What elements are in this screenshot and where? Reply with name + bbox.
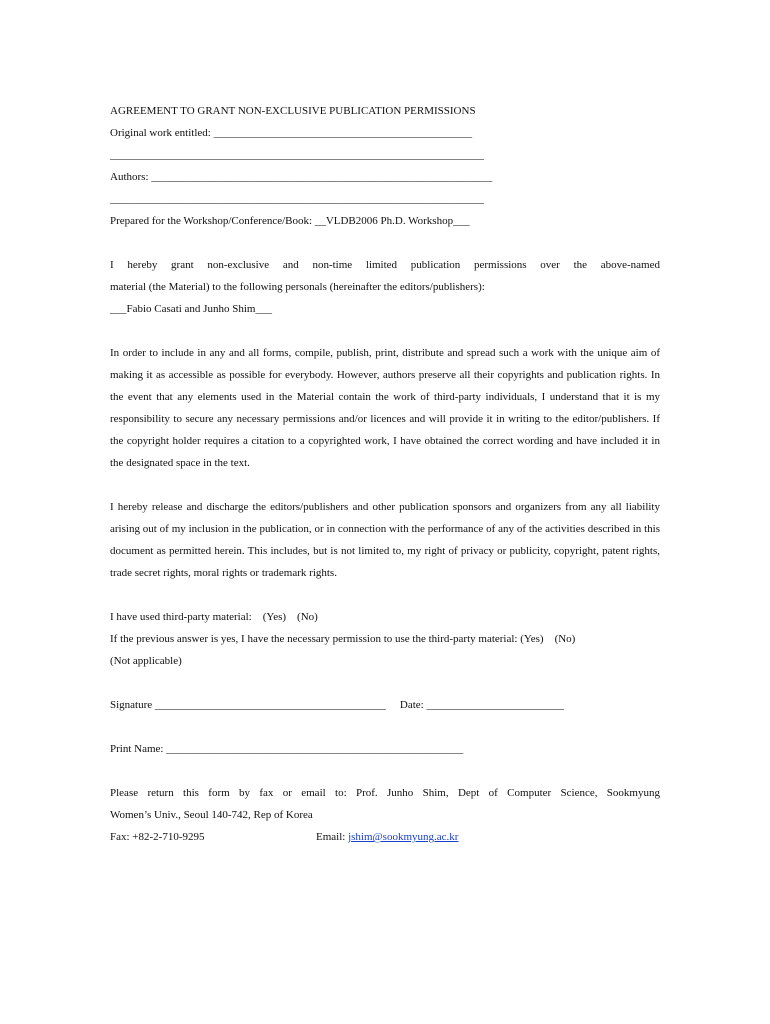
include-paragraph: In order to include in any and all forms, compile, publish, print, distribute and spread such a work with the unique aim of making it as accessible as possible for everybody. However, authors preserve all their copyrights and publication rights. In the event that any elements used in the Material contain the work of third-party individuals, I understand that it is my responsibility to secure any necessary permissions and/or licences and will provide it in writing to the editor/publishers. If the copyright holder requires a citation to a copyrighted work, I have obtained the correct wording and have included it in the designated space in the text.	[110, 347, 660, 469]
authors-line	[110, 166, 660, 188]
grant-line-2: material (the Material) to the following personals (hereinafter the editors/publishers):	[110, 281, 485, 293]
fax-number: Fax: +82-2-710-9295	[110, 831, 205, 843]
original-work-blank-2[interactable]: ____________________________________________________________________	[110, 149, 484, 161]
document-body	[110, 100, 660, 848]
date-label: Date:	[399, 699, 427, 711]
prepared-for-line	[110, 210, 660, 232]
authors-label: Authors:	[110, 171, 152, 183]
email-label: Email:	[316, 831, 349, 843]
print-name-line	[110, 738, 660, 760]
email-link[interactable]: jshim@sookmyung.ac.kr	[348, 831, 459, 843]
date-blank[interactable]: _________________________	[426, 699, 564, 711]
not-applicable-option: (Not applicable)	[110, 655, 182, 667]
print-name-blank[interactable]: ______________________________________________________	[166, 743, 464, 755]
authors-blank-2[interactable]: ____________________________________________________________________	[110, 193, 484, 205]
signature-blank[interactable]: __________________________________________	[154, 699, 386, 711]
grant-line-1: I hereby grant non-exclusive and non-time limited publication permissions over the above-named	[110, 259, 660, 271]
third-party-question: I have used third-party material: (Yes) (No)	[110, 611, 318, 623]
original-work-blank[interactable]: _______________________________________________	[213, 127, 473, 139]
document-title: AGREEMENT TO GRANT NON-EXCLUSIVE PUBLICATION PERMISSIONS	[110, 105, 476, 117]
original-work-line	[110, 122, 660, 144]
third-party-permission: If the previous answer is yes, I have the necessary permission to use the third-party material: (Yes) (No)	[110, 633, 576, 645]
authors-blank[interactable]: ______________________________________________________________	[151, 171, 493, 183]
release-paragraph: I hereby release and discharge the editors/publishers and other publication sponsors and organizers from any all liability arising out of my inclusion in the publication, or in connection with the performance of any of the activities described in this document as permitted herein. This includes, but is not limited to, my right of privacy or publicity, copyright, patent rights, trade secret rights, moral rights or trademark rights.	[110, 501, 660, 579]
return-line-1: Please return this form by fax or email to: Prof. Junho Shim, Dept of Computer Science, Sookmyung	[110, 787, 660, 799]
original-work-label: Original work entitled:	[110, 127, 214, 139]
signature-label: Signature	[110, 699, 155, 711]
signature-line	[110, 694, 660, 716]
prepared-for-label: Prepared for the Workshop/Conference/Book:	[110, 215, 315, 227]
prepared-for-value: __VLDB2006 Ph.D. Workshop___	[314, 215, 470, 227]
contact-line	[110, 826, 660, 848]
return-line-2: Women’s Univ., Seoul 140-742, Rep of Korea	[110, 809, 313, 821]
print-name-label: Print Name:	[110, 743, 167, 755]
editors-names: ___Fabio Casati and Junho Shim___	[110, 303, 272, 315]
